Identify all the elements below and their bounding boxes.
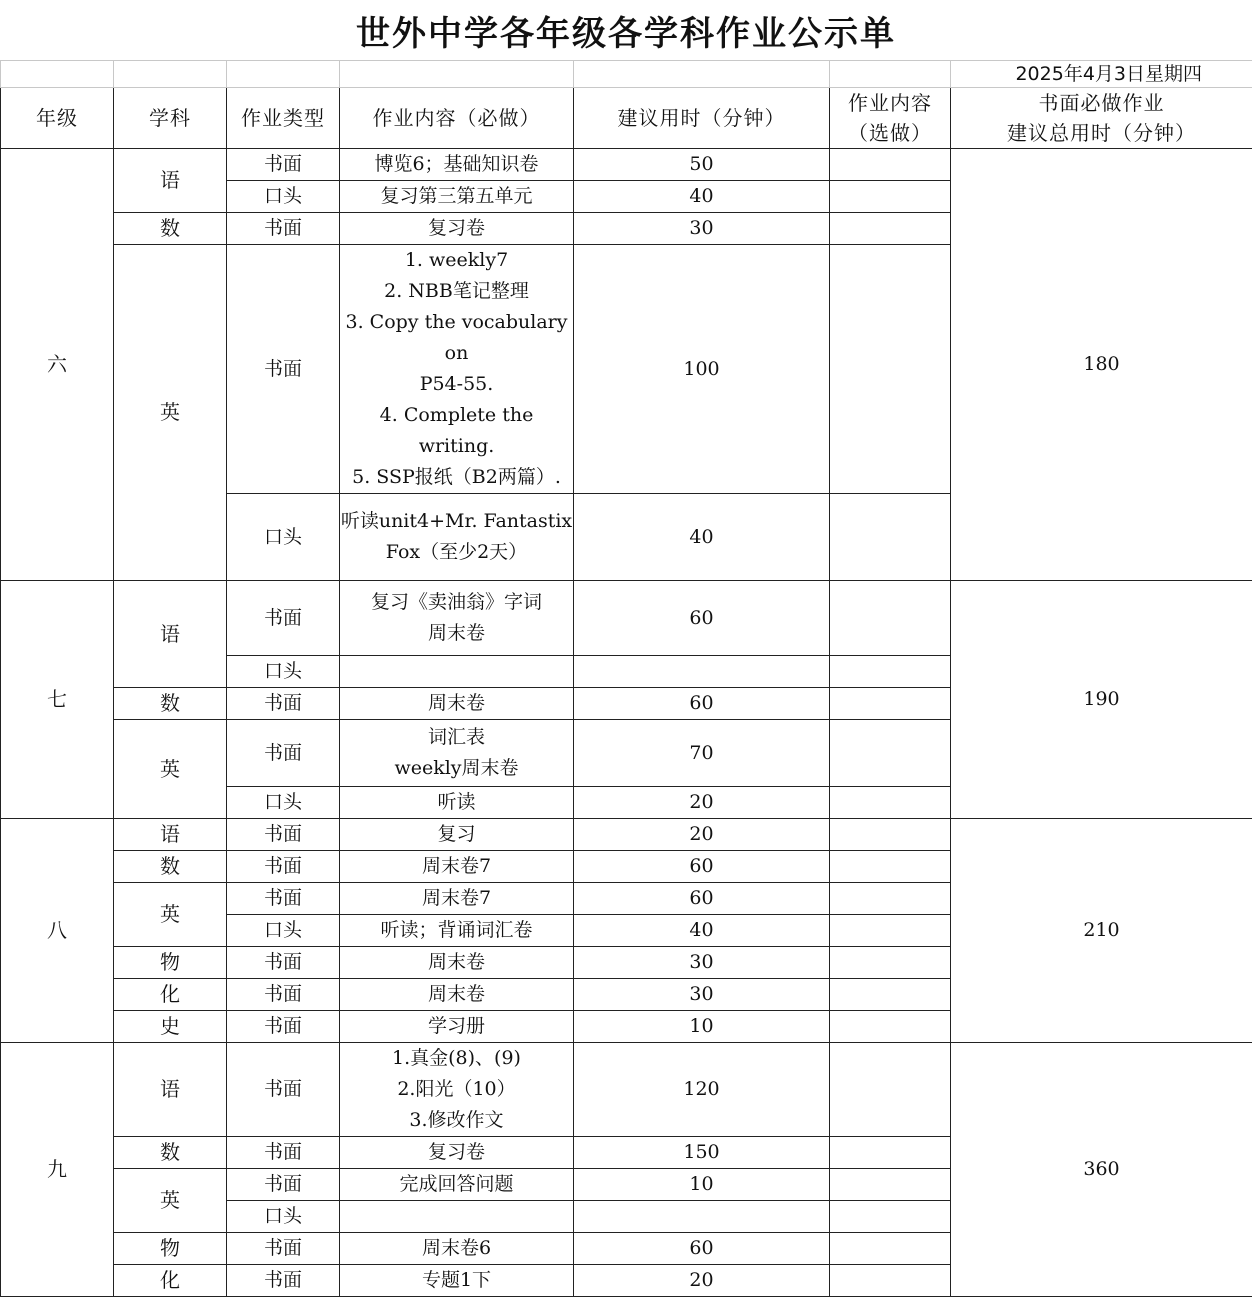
type-cell: 书面 xyxy=(227,851,340,883)
time-cell: 150 xyxy=(574,1137,830,1169)
header-time: 建议用时（分钟） xyxy=(574,88,830,149)
header-content: 作业内容（必做） xyxy=(340,88,574,149)
spacer-cell xyxy=(340,61,574,88)
subject-cell: 英 xyxy=(114,245,227,581)
content-cell: 周末卷 xyxy=(340,979,574,1011)
content-cell: 复习第三第五单元 xyxy=(340,181,574,213)
content-cell: 完成回答问题 xyxy=(340,1169,574,1201)
subject-cell: 化 xyxy=(114,1265,227,1297)
spacer-cell xyxy=(830,61,951,88)
grade-cell: 八 xyxy=(1,819,114,1043)
time-cell: 60 xyxy=(574,1233,830,1265)
spacer-cell xyxy=(227,61,340,88)
subject-cell: 数 xyxy=(114,213,227,245)
type-cell: 口头 xyxy=(227,494,340,581)
time-cell: 40 xyxy=(574,915,830,947)
content-cell: 周末卷7 xyxy=(340,883,574,915)
content-cell: 词汇表 weekly周末卷 xyxy=(340,720,574,787)
optional-cell xyxy=(830,787,951,819)
date-row xyxy=(1,61,1252,88)
content-cell: 1.真金(8)、(9) 2.阳光（10） 3.修改作文 xyxy=(340,1043,574,1137)
optional-cell xyxy=(830,1265,951,1297)
type-cell: 书面 xyxy=(227,1043,340,1137)
content-cell: 专题1下 xyxy=(340,1265,574,1297)
subject-cell: 英 xyxy=(114,720,227,819)
type-cell: 书面 xyxy=(227,245,340,494)
time-cell: 60 xyxy=(574,883,830,915)
table-row xyxy=(1,819,1252,851)
subject-cell: 英 xyxy=(114,883,227,947)
subject-cell: 数 xyxy=(114,851,227,883)
type-cell: 口头 xyxy=(227,915,340,947)
subject-cell: 英 xyxy=(114,1169,227,1233)
optional-cell xyxy=(830,1233,951,1265)
content-cell: 复习卷 xyxy=(340,213,574,245)
header-total: 书面必做作业 建议总用时（分钟） xyxy=(951,88,1252,149)
content-cell xyxy=(340,656,574,688)
content-cell: 周末卷6 xyxy=(340,1233,574,1265)
optional-cell xyxy=(830,656,951,688)
optional-cell xyxy=(830,688,951,720)
optional-cell xyxy=(830,915,951,947)
optional-cell xyxy=(830,1201,951,1233)
content-cell xyxy=(340,1201,574,1233)
time-cell xyxy=(574,1201,830,1233)
total-time-cell: 190 xyxy=(951,581,1252,819)
type-cell: 口头 xyxy=(227,1201,340,1233)
time-cell: 30 xyxy=(574,947,830,979)
subject-cell: 数 xyxy=(114,1137,227,1169)
content-cell: 博览6；基础知识卷 xyxy=(340,149,574,181)
time-cell: 40 xyxy=(574,181,830,213)
optional-cell xyxy=(830,947,951,979)
type-cell: 书面 xyxy=(227,1011,340,1043)
content-cell: 1. weekly7 2. NBB笔记整理 3. Copy the vocabulary on P54-55. 4. Complete the writing. 5. SSP报纸（B2两篇）. xyxy=(340,245,574,494)
time-cell: 20 xyxy=(574,819,830,851)
type-cell: 书面 xyxy=(227,581,340,656)
grade-cell: 九 xyxy=(1,1043,114,1297)
table-row xyxy=(1,581,1252,656)
optional-cell xyxy=(830,1169,951,1201)
type-cell: 书面 xyxy=(227,883,340,915)
optional-cell xyxy=(830,1137,951,1169)
time-cell: 60 xyxy=(574,851,830,883)
spacer-cell xyxy=(574,61,830,88)
time-cell: 30 xyxy=(574,979,830,1011)
content-cell: 复习卷 xyxy=(340,1137,574,1169)
optional-cell xyxy=(830,883,951,915)
subject-cell: 物 xyxy=(114,1233,227,1265)
spacer-cell xyxy=(114,61,227,88)
optional-cell xyxy=(830,720,951,787)
homework-table xyxy=(0,60,1252,1297)
subject-cell: 数 xyxy=(114,688,227,720)
content-cell: 学习册 xyxy=(340,1011,574,1043)
type-cell: 书面 xyxy=(227,979,340,1011)
content-cell: 周末卷7 xyxy=(340,851,574,883)
time-cell: 60 xyxy=(574,581,830,656)
header-grade: 年级 xyxy=(1,88,114,149)
optional-cell xyxy=(830,494,951,581)
content-cell: 周末卷 xyxy=(340,688,574,720)
time-cell: 20 xyxy=(574,1265,830,1297)
type-cell: 书面 xyxy=(227,1169,340,1201)
subject-cell: 物 xyxy=(114,947,227,979)
optional-cell xyxy=(830,1043,951,1137)
content-cell: 听读 xyxy=(340,787,574,819)
subject-cell: 语 xyxy=(114,581,227,688)
header-optional: 作业内容 （选做） xyxy=(830,88,951,149)
type-cell: 口头 xyxy=(227,656,340,688)
time-cell: 60 xyxy=(574,688,830,720)
time-cell: 10 xyxy=(574,1011,830,1043)
date-label: 2025年4月3日星期四 xyxy=(951,61,1252,88)
total-time-cell: 360 xyxy=(951,1043,1252,1297)
content-cell: 周末卷 xyxy=(340,947,574,979)
type-cell: 口头 xyxy=(227,181,340,213)
subject-cell: 语 xyxy=(114,819,227,851)
optional-cell xyxy=(830,819,951,851)
type-cell: 书面 xyxy=(227,1233,340,1265)
type-cell: 书面 xyxy=(227,688,340,720)
type-cell: 书面 xyxy=(227,149,340,181)
grade-cell: 七 xyxy=(1,581,114,819)
time-cell: 10 xyxy=(574,1169,830,1201)
content-cell: 听读unit4+Mr. Fantastix Fox（至少2天） xyxy=(340,494,574,581)
optional-cell xyxy=(830,149,951,181)
time-cell: 30 xyxy=(574,213,830,245)
sheet-title: 世外中学各年级各学科作业公示单 xyxy=(0,0,1252,60)
spacer-cell xyxy=(1,61,114,88)
type-cell: 书面 xyxy=(227,1265,340,1297)
header-type: 作业类型 xyxy=(227,88,340,149)
subject-cell: 语 xyxy=(114,1043,227,1137)
subject-cell: 化 xyxy=(114,979,227,1011)
time-cell xyxy=(574,656,830,688)
type-cell: 书面 xyxy=(227,819,340,851)
type-cell: 口头 xyxy=(227,787,340,819)
time-cell: 50 xyxy=(574,149,830,181)
subject-cell: 语 xyxy=(114,149,227,213)
table-row xyxy=(1,149,1252,181)
optional-cell xyxy=(830,979,951,1011)
optional-cell xyxy=(830,581,951,656)
content-cell: 听读；背诵词汇卷 xyxy=(340,915,574,947)
header-row xyxy=(1,88,1252,149)
grade-cell: 六 xyxy=(1,149,114,581)
type-cell: 书面 xyxy=(227,213,340,245)
type-cell: 书面 xyxy=(227,1137,340,1169)
optional-cell xyxy=(830,1011,951,1043)
optional-cell xyxy=(830,181,951,213)
subject-cell: 史 xyxy=(114,1011,227,1043)
total-time-cell: 210 xyxy=(951,819,1252,1043)
time-cell: 120 xyxy=(574,1043,830,1137)
header-subject: 学科 xyxy=(114,88,227,149)
total-time-cell: 180 xyxy=(951,149,1252,581)
time-cell: 20 xyxy=(574,787,830,819)
time-cell: 70 xyxy=(574,720,830,787)
type-cell: 书面 xyxy=(227,720,340,787)
content-cell: 复习 xyxy=(340,819,574,851)
type-cell: 书面 xyxy=(227,947,340,979)
time-cell: 40 xyxy=(574,494,830,581)
optional-cell xyxy=(830,213,951,245)
optional-cell xyxy=(830,851,951,883)
optional-cell xyxy=(830,245,951,494)
time-cell: 100 xyxy=(574,245,830,494)
table-row xyxy=(1,1043,1252,1137)
content-cell: 复习《卖油翁》字词 周末卷 xyxy=(340,581,574,656)
